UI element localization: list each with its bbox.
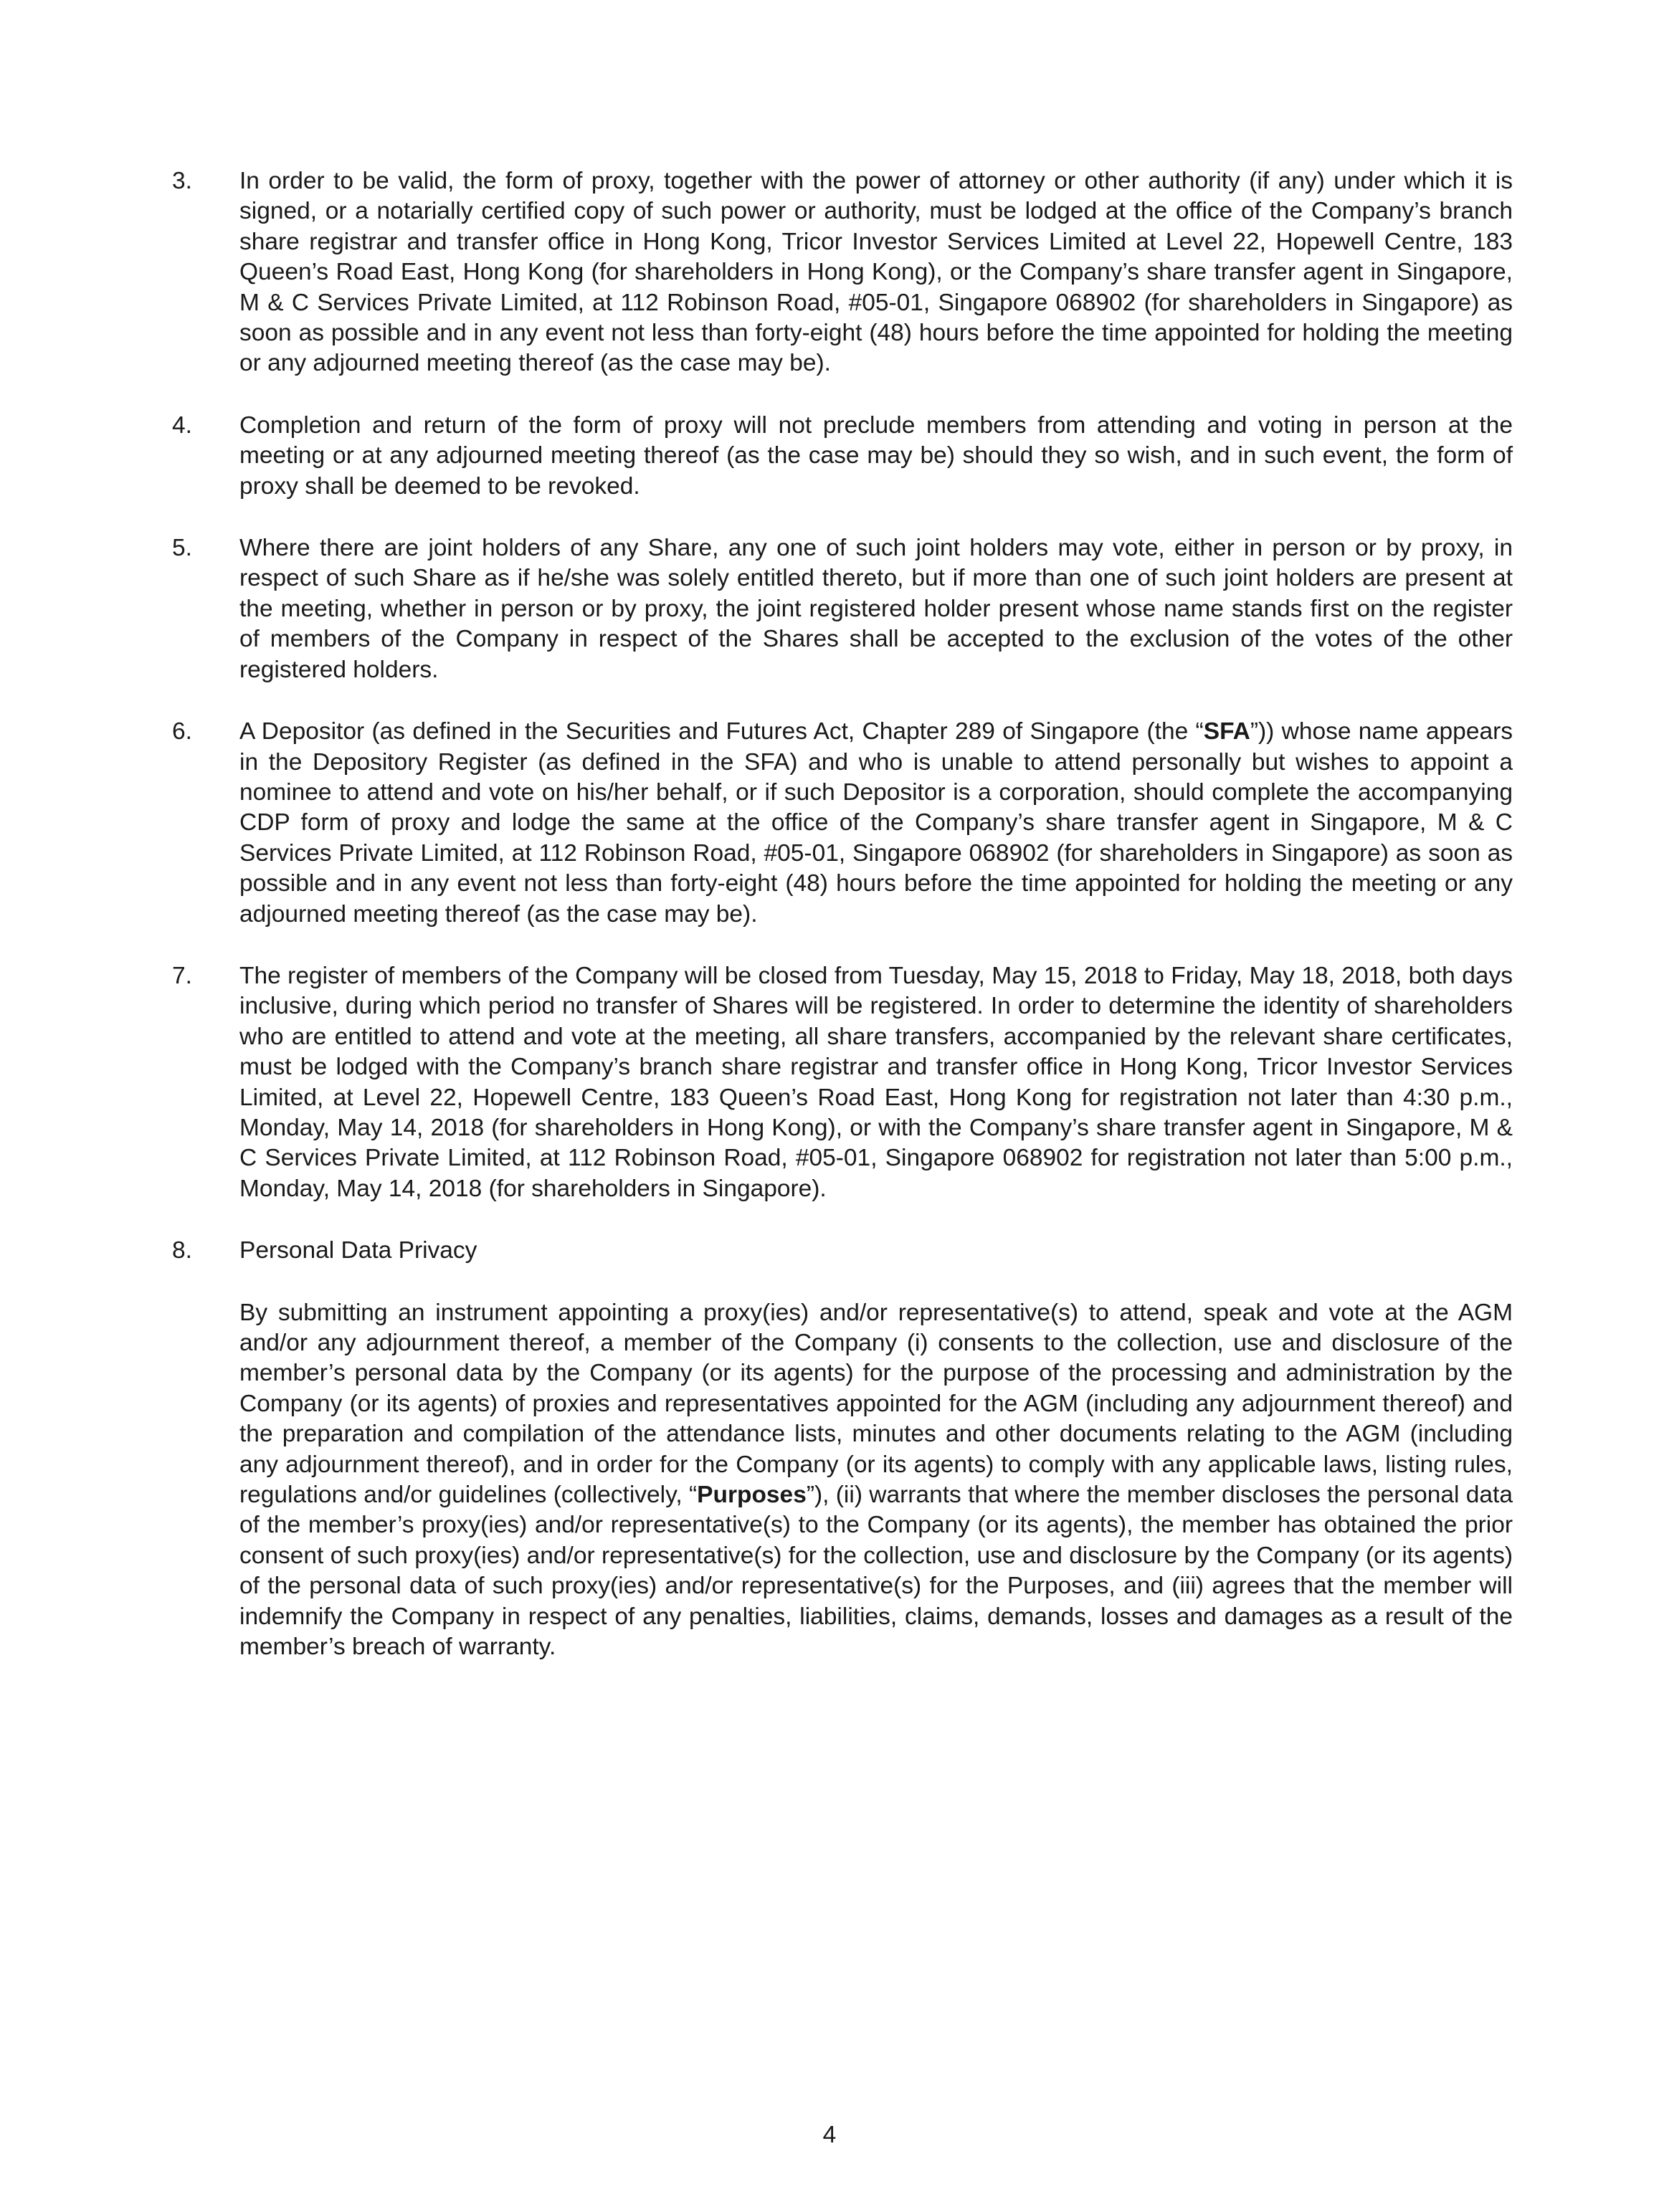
defined-term-purposes: Purposes [697,1482,807,1509]
note-body [239,1236,1513,1662]
note-7 [172,961,1513,1204]
note-text [239,1298,1513,1663]
note-6 [172,717,1513,930]
note-text: In order to be valid, the form of proxy, together with the power of attorney or other authority (if any) under which it is signed, or a notarially certified copy of such power or authority, must be lodged at the office of the Company’s branch share registrar and transfer office in Hong Kong, Tricor Investor Services Limited at Level 22, Hopewell Centre, 183 Queen’s Road East, Hong Kong (for shareholders in Hong Kong), or the Company’s share transfer agent in Singapore, M & C Services Private Limited, at 112 Robinson Road, #05-01, Singapore 068902 (for shareholders in Singapore) as soon as possible and in any event not less than forty-eight (48) hours before the time appointed for holding the meeting or any adjourned meeting thereof (as the case may be). [239,168,1513,377]
note-number: 7. [172,962,192,989]
note-4 [172,411,1513,502]
note-number: 4. [172,411,192,439]
note-number: 6. [172,718,192,745]
note-8 [172,1236,1513,1662]
note-text: Where there are joint holders of any Share, any one of such joint holders may vote, either in person or by proxy, in respect of such Share as if he/she was solely entitled thereto, but if more than one of such joint holders are present at the meeting, whether in person or by proxy, the joint registered holder present whose name stands first on the register of members of the Company in respect of the Shares shall be accepted to the exclusion of the votes of the other registered holders. [239,535,1513,683]
note-number: 8. [172,1237,192,1264]
note-number: 5. [172,535,192,562]
note-text-start: A Depositor (as defined in the Securities and Futures Act, Chapter 289 of Singapore (the “ [239,718,1204,745]
note-text-end: ”), (ii) warrants that where the member discloses the personal data of the member’s proxy(ies) and/or representative(s) to the Company (or its agents), the member has obtained the prior consent of such proxy(ies) and/or representative(s) for the collection, use and disclosure by the Company (or its agents) of the personal data of such proxy(ies) and/or representative(s) for the Purposes, and (iii) agrees that the member will indemnify the Company in respect of any penalties, liabilities, claims, demands, losses and damages as a result of the member’s breach of warranty. [239,1482,1513,1661]
note-heading: Personal Data Privacy [239,1237,477,1264]
note-5 [172,533,1513,685]
defined-term-sfa: SFA [1203,718,1250,745]
note-3 [172,166,1513,379]
note-text [239,717,1513,930]
note-number: 3. [172,168,192,194]
note-text-end: ”)) whose name appears in the Depository Register (as defined in the SFA) and who is unable to attend personally but wishes to appoint a nominee to attend and vote on his/her behalf, or if such Depositor is a corporation, should complete the accompanying CDP form of proxy and lodge the same at the office of the Company’s share transfer agent in Singapore, M & C Services Private Limited, at 112 Robinson Road, #05-01, Singapore 068902 (for shareholders in Singapore) as soon as possible and in any event not less than forty-eight (48) hours before the time appointed for holding the meeting or any adjourned meeting thereof (as the case may be). [239,718,1513,928]
notes-list [172,166,1513,1694]
page-number: 4 [822,2122,837,2148]
note-text: The register of members of the Company will be closed from Tuesday, May 15, 2018 to Friday, May 18, 2018, both days inclusive, during which period no transfer of Shares will be registered. In order to determine the identity of shareholders who are entitled to attend and vote at the meeting, all share transfers, accompanied by the relevant share certificates, must be lodged with the Company’s branch share registrar and transfer office in Hong Kong, Tricor Investor Services Limited, at Level 22, Hopewell Centre, 183 Queen’s Road East, Hong Kong for registration not later than 4:30 p.m., Monday, May 14, 2018 (for shareholders in Hong Kong), or with the Company’s share transfer agent in Singapore, M & C Services Private Limited, at 112 Robinson Road, #05-01, Singapore 068902 for registration not later than 5:00 p.m., Monday, May 14, 2018 (for shareholders in Singapore). [239,962,1513,1202]
note-text-start: By submitting an instrument appointing a proxy(ies) and/or representative(s) to attend, speak and vote at the AGM and/or any adjournment thereof, a member of the Company (i) consents to the collection, use and disclosure of the member’s personal data by the Company (or its agents) for the purpose of the processing and administration by the Company (or its agents) of proxies and representatives appointed for the AGM (including any adjournment thereof) and the preparation and compilation of the attendance lists, minutes and other documents relating to the AGM (including any adjournment thereof), and in order for the Company (or its agents) to comply with any applicable laws, listing rules, regulations and/or guidelines (collectively, “ [239,1299,1513,1509]
note-text: Completion and return of the form of proxy will not preclude members from attending and voting in person at the meeting or at any adjourned meeting thereof (as the case may be) should they so wish, and in such event, the form of proxy shall be deemed to be revoked. [239,411,1513,500]
